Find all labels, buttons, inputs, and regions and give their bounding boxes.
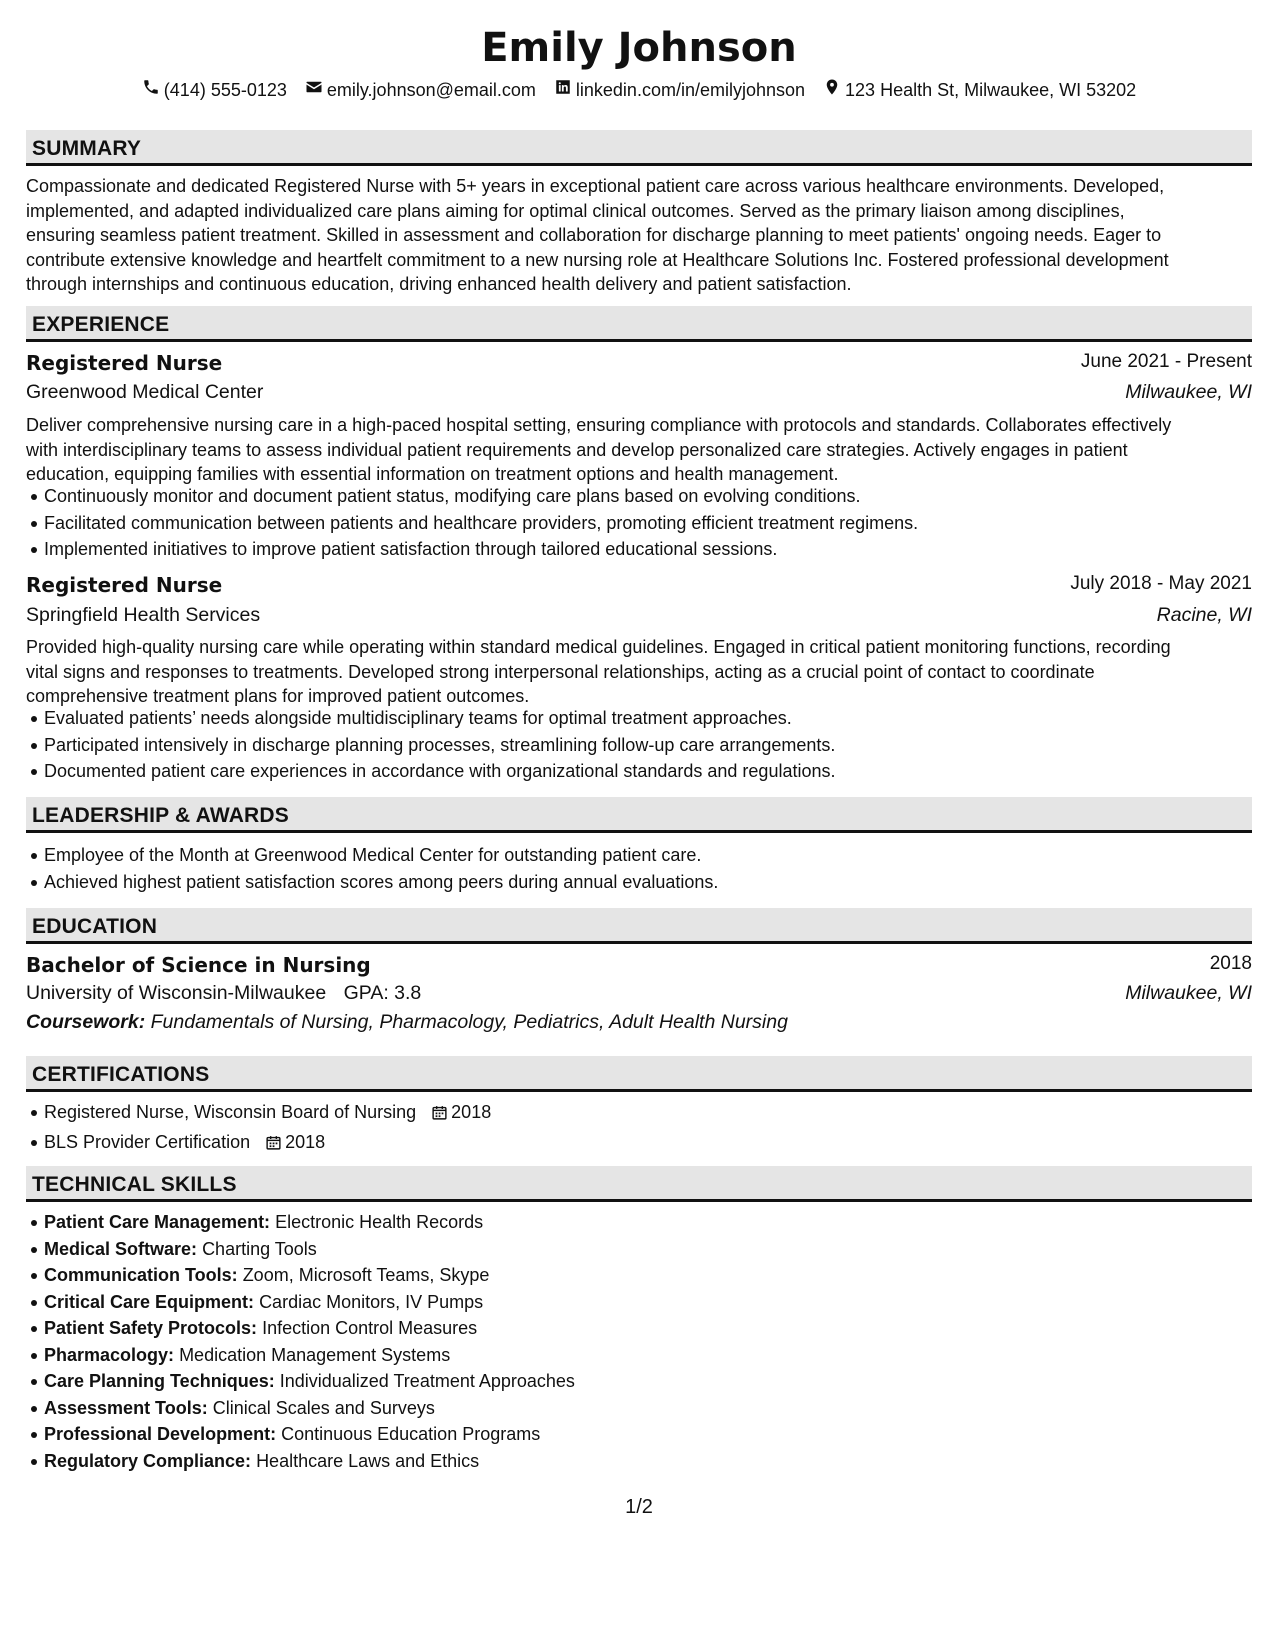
linkedin-text: linkedin.com/in/emilyjohnson: [575, 80, 806, 100]
envelope-icon: [305, 78, 323, 102]
experience-section-header: [26, 306, 1252, 342]
leadership-section-header: [26, 797, 1252, 833]
list-item: Documented patient care experiences in accordance with organizational standards and regulations.: [44, 758, 835, 785]
summary-line: contribute extensive knowledge and heartfelt commitment to a new nursing role at Healthcare Solutions Inc. Fostered professional development: [26, 249, 1169, 270]
gpa: GPA: 3.8: [343, 982, 422, 1004]
list-item: [44, 1368, 575, 1395]
page-number: 1/2: [625, 1496, 653, 1518]
coursework-label: Coursework:: [26, 1011, 146, 1033]
phone-icon: [142, 78, 160, 102]
job-dates: July 2018 - May 2021: [1070, 573, 1252, 594]
summary-line: Compassionate and dedicated Registered Nurse with 5+ years in exceptional patient care across various healthcare environments. Developed,: [26, 176, 1165, 196]
list-item: [44, 1099, 491, 1129]
certifications-section-header: [26, 1056, 1252, 1092]
job-company: Greenwood Medical Center: [26, 381, 264, 403]
certification-year: 2018: [451, 1102, 492, 1122]
list-item: [44, 1289, 575, 1316]
job-title: Registered Nurse: [26, 573, 223, 597]
skill-value: Infection Control Measures: [262, 1318, 478, 1338]
job-bullets: [26, 705, 835, 785]
contact-phone[interactable]: [142, 78, 287, 102]
skills-section-header: [26, 1166, 1252, 1202]
skill-label: Patient Safety Protocols:: [44, 1318, 258, 1338]
skill-value: Zoom, Microsoft Teams, Skype: [242, 1265, 490, 1285]
list-item: Implemented initiatives to improve patient satisfaction through tailored educational sessions.: [44, 536, 918, 563]
summary-section-header: [26, 130, 1252, 166]
job-dates: June 2021 - Present: [1080, 351, 1252, 372]
section-title: TECHNICAL SKILLS: [32, 1173, 237, 1196]
job-location: Racine, WI: [1156, 604, 1252, 626]
section-title: CERTIFICATIONS: [32, 1063, 210, 1086]
skill-value: Healthcare Laws and Ethics: [256, 1450, 480, 1471]
address-text: 123 Health St, Milwaukee, WI 53202: [845, 80, 1137, 100]
list-item: Participated intensively in discharge planning processes, streamlining follow-up care arrangements.: [44, 732, 835, 759]
contact-bar: [26, 78, 1252, 102]
degree-title: Bachelor of Science in Nursing: [26, 953, 371, 977]
section-title: SUMMARY: [32, 137, 142, 160]
skill-value: Individualized Treatment Approaches: [279, 1371, 575, 1391]
list-item: Facilitated communication between patients and healthcare providers, promoting efficient treatment regimens.: [44, 510, 918, 537]
skill-label: Patient Care Management:: [44, 1212, 271, 1232]
list-item: [44, 1315, 575, 1342]
summary-line: implemented, and adapted individualized care plans aiming for optimal clinical outcomes. Served as the primary liaison among disciplines,: [26, 200, 1125, 221]
coursework-list: Fundamentals of Nursing, Pharmacology, Pediatrics, Adult Health Nursing: [150, 1011, 788, 1033]
school-location: Milwaukee, WI: [1125, 982, 1252, 1004]
contact-email[interactable]: [305, 78, 536, 102]
skill-label: Regulatory Compliance:: [44, 1450, 252, 1471]
skill-label: Care Planning Techniques:: [44, 1371, 275, 1391]
list-item: [44, 1236, 575, 1263]
skill-label: Professional Development:: [44, 1424, 277, 1444]
skill-label: Medical Software:: [44, 1238, 198, 1259]
contact-linkedin[interactable]: [554, 78, 805, 102]
list-item: [44, 1448, 575, 1475]
list-item: [44, 1342, 575, 1369]
skill-value: Electronic Health Records: [275, 1212, 484, 1232]
job-description-line: Deliver comprehensive nursing care in a high-paced hospital setting, ensuring compliance with protocols and standards. Collaborates effectively: [26, 415, 1172, 435]
linkedin-icon: [554, 78, 572, 102]
skill-label: Communication Tools:: [44, 1265, 238, 1285]
job-description-line: comprehensive treatment plans for improved patient outcomes.: [26, 686, 530, 706]
skill-value: Cardiac Monitors, IV Pumps: [259, 1291, 484, 1312]
summary-line: through internships and continuous education, driving enhanced health delivery and patient satisfaction.: [26, 274, 852, 294]
certification-name: Registered Nurse, Wisconsin Board of Nursing: [44, 1102, 417, 1122]
summary-line: ensuring seamless patient treatment. Skilled in assessment and collaboration for discharge planning to meet patients' ongoing needs. Eager to: [26, 225, 1162, 245]
school-line: [26, 980, 421, 1006]
section-title: LEADERSHIP & AWARDS: [32, 804, 289, 827]
certifications-list: [26, 1099, 491, 1158]
certification-year: 2018: [285, 1131, 326, 1152]
map-pin-icon: [823, 78, 841, 102]
job-description-line: education, equipping families with essential information on treatment options and health management.: [26, 464, 839, 484]
skill-label: Critical Care Equipment:: [44, 1291, 255, 1312]
job-location: Milwaukee, WI: [1125, 381, 1252, 403]
job-title: Registered Nurse: [26, 351, 223, 375]
list-item: [44, 1395, 575, 1422]
skill-value: Clinical Scales and Surveys: [212, 1397, 435, 1418]
skills-list: [26, 1209, 575, 1474]
phone-text: (414) 555-0123: [163, 80, 287, 100]
list-item: [44, 1209, 575, 1236]
list-item: [44, 1421, 575, 1448]
calendar-icon: [265, 1132, 282, 1159]
list-item: Continuously monitor and document patient status, modifying care plans based on evolving conditions.: [44, 483, 918, 510]
summary-text: [26, 174, 1252, 297]
skill-value: Continuous Education Programs: [281, 1424, 541, 1444]
job-description-line: Provided high-quality nursing care while operating within standard medical guidelines. Engaged in critical patient monitoring functions, recording: [26, 637, 1171, 657]
education-section-header: [26, 908, 1252, 944]
coursework-line: [26, 1009, 788, 1035]
school-name: University of Wisconsin-Milwaukee: [26, 982, 327, 1004]
calendar-icon: [431, 1102, 448, 1129]
graduation-year: 2018: [1209, 953, 1252, 974]
skill-value: Medication Management Systems: [179, 1344, 451, 1365]
leadership-bullets: [26, 842, 718, 895]
list-item: [44, 1262, 575, 1289]
list-item: Evaluated patients’ needs alongside multidisciplinary teams for optimal treatment approaches.: [44, 705, 835, 732]
candidate-name: Emily Johnson: [481, 25, 797, 71]
job-description: [26, 413, 1252, 487]
section-title: EDUCATION: [32, 915, 158, 938]
job-description-line: with interdisciplinary teams to assess individual patient requirements and develop personalized care strategies. Actively engages in patient: [26, 439, 1128, 460]
list-item: Employee of the Month at Greenwood Medical Center for outstanding patient care.: [44, 842, 718, 869]
job-description: [26, 635, 1252, 709]
section-title: EXPERIENCE: [32, 313, 170, 336]
job-description-line: vital signs and responses to treatments. Developed strong interpersonal relationships, acting as a crucial point of contact to coordinate: [26, 661, 1095, 682]
skill-value: Charting Tools: [202, 1238, 317, 1259]
skill-label: Assessment Tools:: [44, 1397, 208, 1418]
certification-name: BLS Provider Certification: [44, 1131, 251, 1152]
contact-address: [823, 78, 1136, 102]
email-text: emily.johnson@email.com: [326, 80, 536, 100]
job-company: Springfield Health Services: [26, 604, 261, 626]
job-bullets: [26, 483, 918, 563]
list-item: [44, 1129, 491, 1159]
list-item: Achieved highest patient satisfaction scores among peers during annual evaluations.: [44, 869, 718, 896]
skill-label: Pharmacology:: [44, 1344, 175, 1365]
